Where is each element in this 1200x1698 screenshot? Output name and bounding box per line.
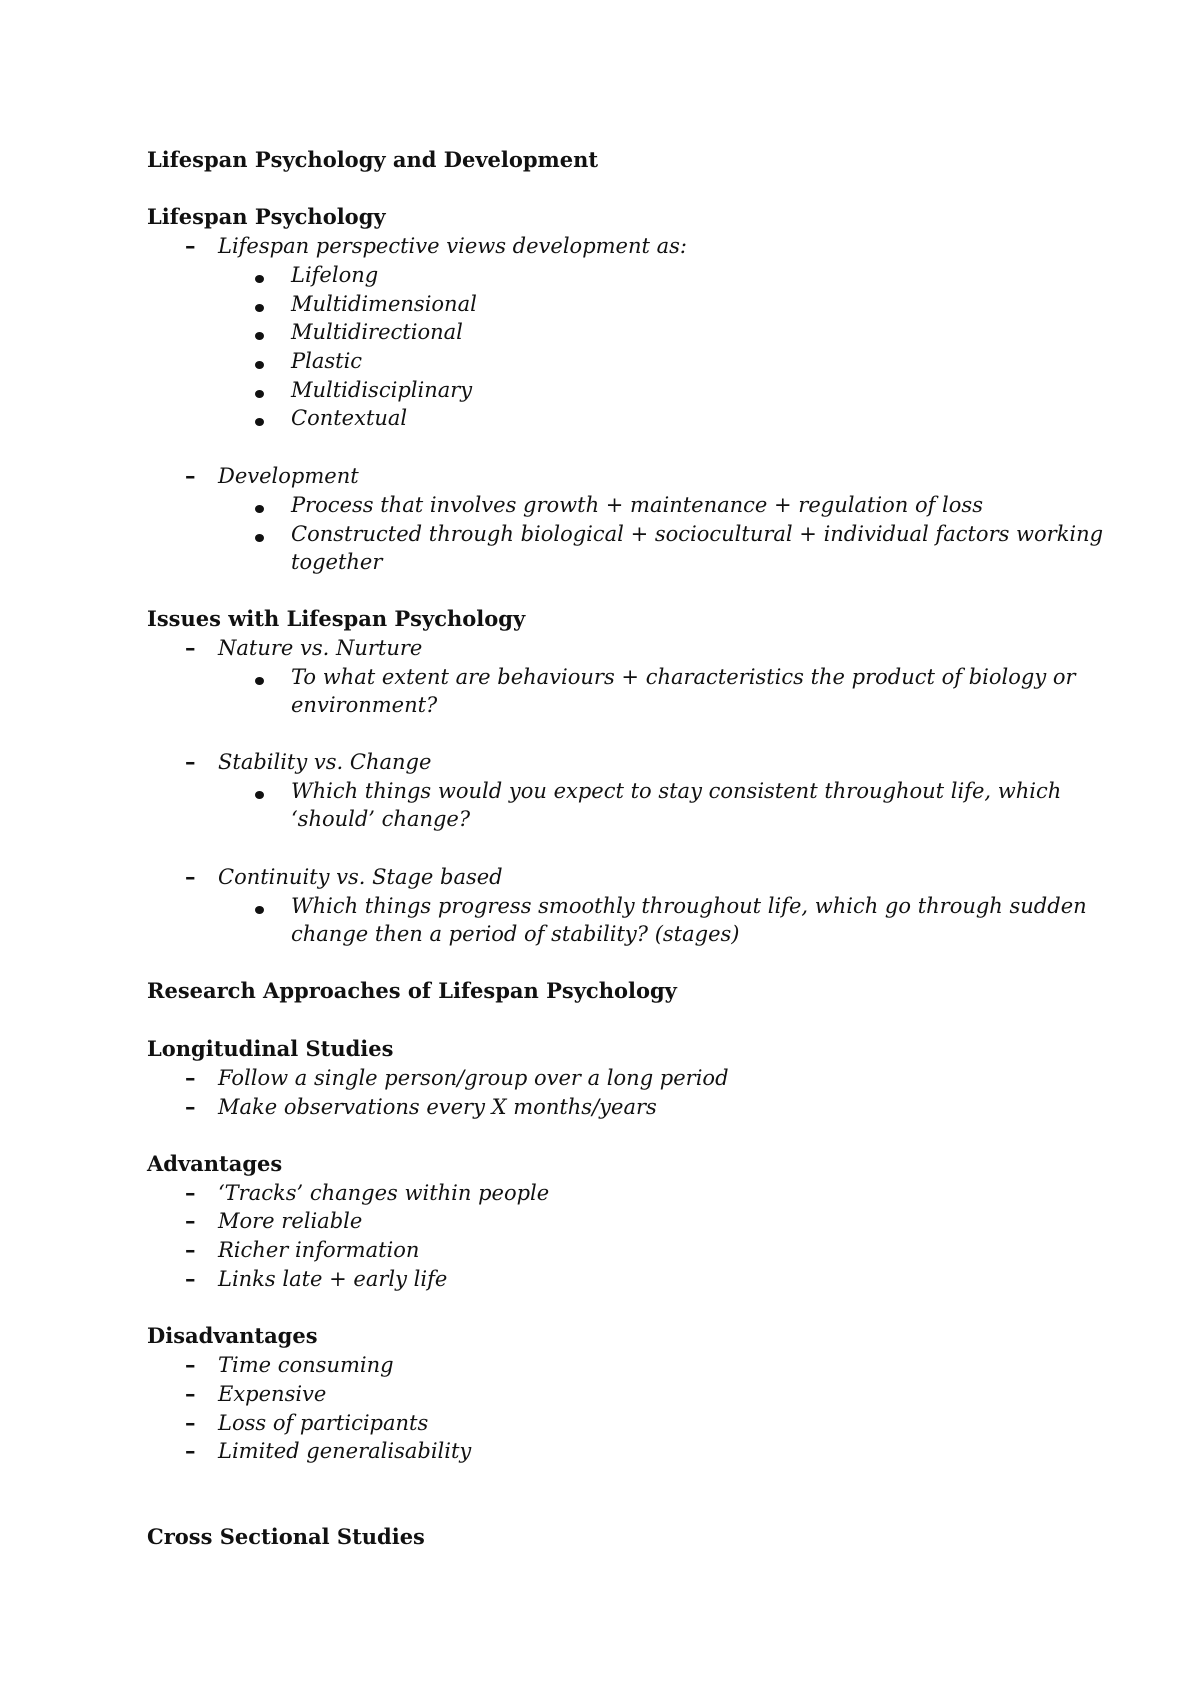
dash-bullet-icon: – [185, 1410, 196, 1435]
dash-bullet-icon: – [185, 1180, 196, 1205]
list-item: Nature vs. Nurture [218, 636, 423, 660]
section-heading-lifespan: Lifespan Psychology [147, 204, 386, 229]
list-item-continuation: change then a period of stability? (stages) [291, 922, 740, 946]
list-item: Follow a single person/group over a long period [218, 1066, 729, 1090]
bullet-icon [255, 361, 264, 369]
list-item: Plastic [291, 349, 363, 373]
list-item: Make observations every X months/years [218, 1095, 657, 1119]
list-item: Process that involves growth + maintenance + regulation of loss [291, 493, 983, 517]
section-heading-cross-sectional: Cross Sectional Studies [147, 1524, 425, 1549]
dash-bullet-icon: – [185, 233, 196, 258]
bullet-icon [255, 418, 264, 426]
bullet-icon [255, 304, 264, 312]
list-item: More reliable [218, 1209, 363, 1233]
list-item: Richer information [218, 1238, 420, 1262]
dash-bullet-icon: – [185, 1237, 196, 1262]
bullet-icon [255, 390, 264, 398]
list-item: Development [218, 464, 359, 488]
list-item: To what extent are behaviours + characteristics the product of biology or [291, 665, 1076, 689]
list-item: Lifelong [291, 263, 379, 287]
list-item: Time consuming [218, 1353, 394, 1377]
dash-bullet-icon: – [185, 1381, 196, 1406]
list-item: Stability vs. Change [218, 750, 432, 774]
list-item: ‘Tracks’ changes within people [218, 1181, 550, 1205]
list-item: Contextual [291, 406, 408, 430]
bullet-icon [255, 906, 264, 914]
dash-bullet-icon: – [185, 1438, 196, 1463]
section-heading-issues: Issues with Lifespan Psychology [147, 606, 526, 631]
list-item: Lifespan perspective views development as: [218, 234, 687, 258]
list-item: Links late + early life [218, 1267, 448, 1291]
list-item: Which things progress smoothly throughout life, which go through sudden [291, 894, 1087, 918]
list-item-continuation: together [291, 550, 383, 574]
section-heading-disadvantages: Disadvantages [147, 1323, 318, 1348]
list-item: Multidisciplinary [291, 378, 473, 402]
list-item: Limited generalisability [218, 1439, 472, 1463]
bullet-icon [255, 677, 264, 685]
section-heading-longitudinal: Longitudinal Studies [147, 1036, 394, 1061]
dash-bullet-icon: – [185, 1094, 196, 1119]
bullet-icon [255, 534, 264, 542]
bullet-icon [255, 275, 264, 283]
dash-bullet-icon: – [185, 749, 196, 774]
list-item: Continuity vs. Stage based [218, 865, 503, 889]
dash-bullet-icon: – [185, 1352, 196, 1377]
dash-bullet-icon: – [185, 864, 196, 889]
bullet-icon [255, 505, 264, 513]
list-item: Loss of participants [218, 1411, 429, 1435]
dash-bullet-icon: – [185, 1065, 196, 1090]
section-heading-advantages: Advantages [147, 1151, 283, 1176]
section-heading-research: Research Approaches of Lifespan Psychology [147, 978, 677, 1003]
list-item-continuation: environment? [291, 693, 438, 717]
dash-bullet-icon: – [185, 463, 196, 488]
dash-bullet-icon: – [185, 1208, 196, 1233]
list-item-continuation: ‘should’ change? [291, 807, 471, 831]
list-item: Multidimensional [291, 292, 477, 316]
bullet-icon [255, 332, 264, 340]
list-item: Expensive [218, 1382, 327, 1406]
bullet-icon [255, 791, 264, 799]
document-title: Lifespan Psychology and Development [147, 147, 599, 172]
list-item: Which things would you expect to stay consistent throughout life, which [291, 779, 1062, 803]
dash-bullet-icon: – [185, 635, 196, 660]
dash-bullet-icon: – [185, 1266, 196, 1291]
list-item: Constructed through biological + sociocultural + individual factors working [291, 522, 1104, 546]
list-item: Multidirectional [291, 320, 463, 344]
